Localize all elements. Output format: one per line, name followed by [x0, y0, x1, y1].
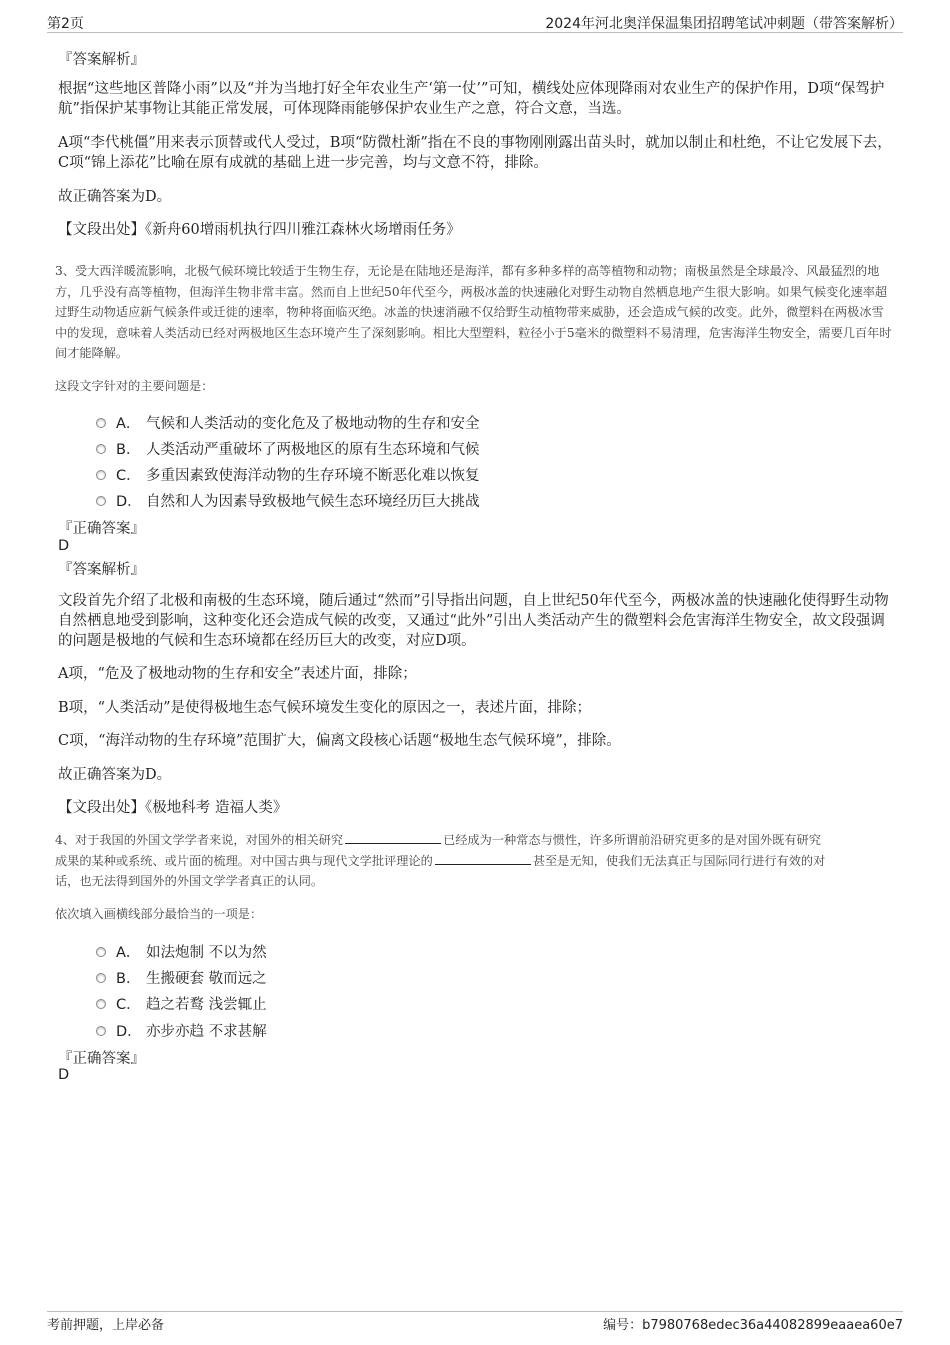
- fill-blank-line: [435, 852, 531, 865]
- option-text: 多重因素致使海洋动物的生存环境不断恶化难以恢复: [146, 468, 480, 484]
- option-a[interactable]: [96, 941, 267, 962]
- radio-button-icon[interactable]: [96, 470, 106, 480]
- question-prompt: 这段文字针对的主要问题是：: [55, 379, 214, 393]
- radio-button-icon[interactable]: [96, 999, 106, 1009]
- option-text: 如法炮制 不以为然: [146, 945, 267, 961]
- radio-button-icon[interactable]: [96, 947, 106, 957]
- analysis-option-b: B项，“人类活动”是使得极地生态气候环境发生变化的原因之一，表述片面，排除；: [58, 700, 591, 716]
- option-b[interactable]: [96, 438, 480, 459]
- radio-button-icon[interactable]: [96, 444, 106, 454]
- conclusion-text: 故正确答案为D。: [58, 767, 172, 783]
- source-citation: 【文段出处】《极地科考 造福人类》: [58, 800, 288, 816]
- option-letter: D．: [116, 1024, 142, 1040]
- page-number: 第2页: [47, 16, 84, 32]
- radio-button-icon[interactable]: [96, 973, 106, 983]
- option-text: 亦步亦趋 不求甚解: [146, 1024, 267, 1040]
- option-a[interactable]: [96, 412, 480, 433]
- option-c[interactable]: [96, 464, 480, 485]
- option-b[interactable]: [96, 967, 267, 988]
- option-letter: D．: [116, 494, 142, 510]
- answer-value: D: [58, 538, 70, 554]
- analysis-paragraph: 根据“这些地区普降小雨”以及“并为当地打好全年农业生产‘第一仗’”可知，横线处应体现降雨对农业生产的保护作用，D项“保驾护航”指保护某事物让其能正常发展，可体现降雨能够保护农业生产之意，符合文意，当选。: [58, 81, 885, 117]
- analysis-option-a: A项，“危及了极地动物的生存和安全”表述片面，排除；: [58, 666, 417, 682]
- analysis-paragraph: A项“李代桃僵”用来表示顶替或代人受过，B项“防微杜渐”指在不良的事物刚刚露出苗头时，就加以制止和杜绝，不让它发展下去，C项“锦上添花”比喻在原有成就的基础上进一步完善，均与文意不符，排除。: [58, 135, 892, 171]
- option-c[interactable]: [96, 993, 267, 1014]
- option-letter: B．: [116, 442, 141, 458]
- question-prompt: 依次填入画横线部分最恰当的一项是：: [55, 907, 263, 921]
- footer-slogan: 考前押题，上岸必备: [47, 1318, 165, 1333]
- option-letter: C．: [116, 468, 141, 484]
- answer-value: D: [58, 1067, 70, 1083]
- analysis-paragraph: 文段首先介绍了北极和南极的生态环境，随后通过“然而”引导指出问题，自上世纪50年代至今，两极冰盖的快速融化使得野生动物自然栖息地受到影响，这种变化还会造成气候的改变，又通过“此外”引出人类活动产生的微塑料会危害海洋生物安全，故文段强调的问题是极地的气候和生态环境都在经历巨大的改变，对应D项。: [58, 593, 889, 649]
- document-title: 2024年河北奥洋保温集团招聘笔试冲刺题（带答案解析）: [545, 16, 903, 32]
- option-text: 生搬硬套 敬而远之: [146, 971, 267, 987]
- radio-button-icon[interactable]: [96, 1026, 106, 1036]
- footer-divider: [47, 1311, 903, 1312]
- option-text: 自然和人为因素导致极地气候生态环境经历巨大挑战: [146, 494, 480, 510]
- source-citation: 【文段出处】《新舟60增雨机执行四川雅江森林火场增雨任务》: [58, 222, 461, 238]
- option-letter: A．: [116, 945, 141, 961]
- question-passage: 3、受大西洋暖流影响，北极气候环境比较适于生物生存，无论是在陆地还是海洋，都有多种多样的高等植物和动物；南极虽然是全球最冷、风最猛烈的地方，几乎没有高等植物，但海洋生物非常丰富。然而自上世纪50年代至今，两极冰盖的快速融化对野生动物自然栖息地产生很大影响。如果气候变化速率超过野生动物适应新气候条件或迁徙的速率，物种将面临灭绝。冰盖的快速消融不仅给野生动植物带来威胁，还会造成气候的改变。此外，微塑料在两极冰雪中的发现，意味着人类活动已经对两极地区生态环境产生了深刻影响。相比大型塑料，粒径小于5毫米的微塑料不易清理，危害海洋生物安全，需要几百年时间才能降解。: [55, 264, 892, 360]
- option-letter: C．: [116, 997, 141, 1013]
- document-id: 编号：b7980768edec36a44082899eaaea60e7: [603, 1318, 903, 1333]
- option-text: 人类活动严重破坏了两极地区的原有生态环境和气候: [146, 442, 480, 458]
- radio-button-icon[interactable]: [96, 418, 106, 428]
- radio-button-icon[interactable]: [96, 496, 106, 506]
- option-d[interactable]: [96, 1020, 267, 1041]
- analysis-label: 『答案解析』: [58, 52, 145, 68]
- fill-blank-line: [345, 831, 441, 844]
- option-d[interactable]: [96, 490, 480, 511]
- analysis-option-c: C项，“海洋动物的生存环境”范围扩大，偏离文段核心话题“极地生态气候环境”，排除。: [58, 733, 621, 749]
- option-letter: A．: [116, 416, 141, 432]
- option-letter: B．: [116, 971, 141, 987]
- option-text: 气候和人类活动的变化危及了极地动物的生存和安全: [146, 416, 480, 432]
- analysis-label: 『答案解析』: [58, 562, 145, 578]
- answer-label: 『正确答案』: [58, 1051, 145, 1067]
- option-text: 趋之若鹜 浅尝辄止: [146, 997, 267, 1013]
- conclusion-text: 故正确答案为D。: [58, 189, 172, 205]
- question-passage: 4、对于我国的外国文学学者来说，对国外的相关研究 已经成为一种常态与惯性，许多所谓前沿研究更多的是对国外既有研究 成果的某种或系统、或片面的梳理。对中国古典与现代文学批评理论的 甚至是无知，使我们无法真正与国际同行进行有效的对 话，也无法得到国外的外国文学学者真正的认同。: [55, 833, 826, 888]
- answer-label: 『正确答案』: [58, 521, 145, 537]
- header-divider: [47, 32, 903, 33]
